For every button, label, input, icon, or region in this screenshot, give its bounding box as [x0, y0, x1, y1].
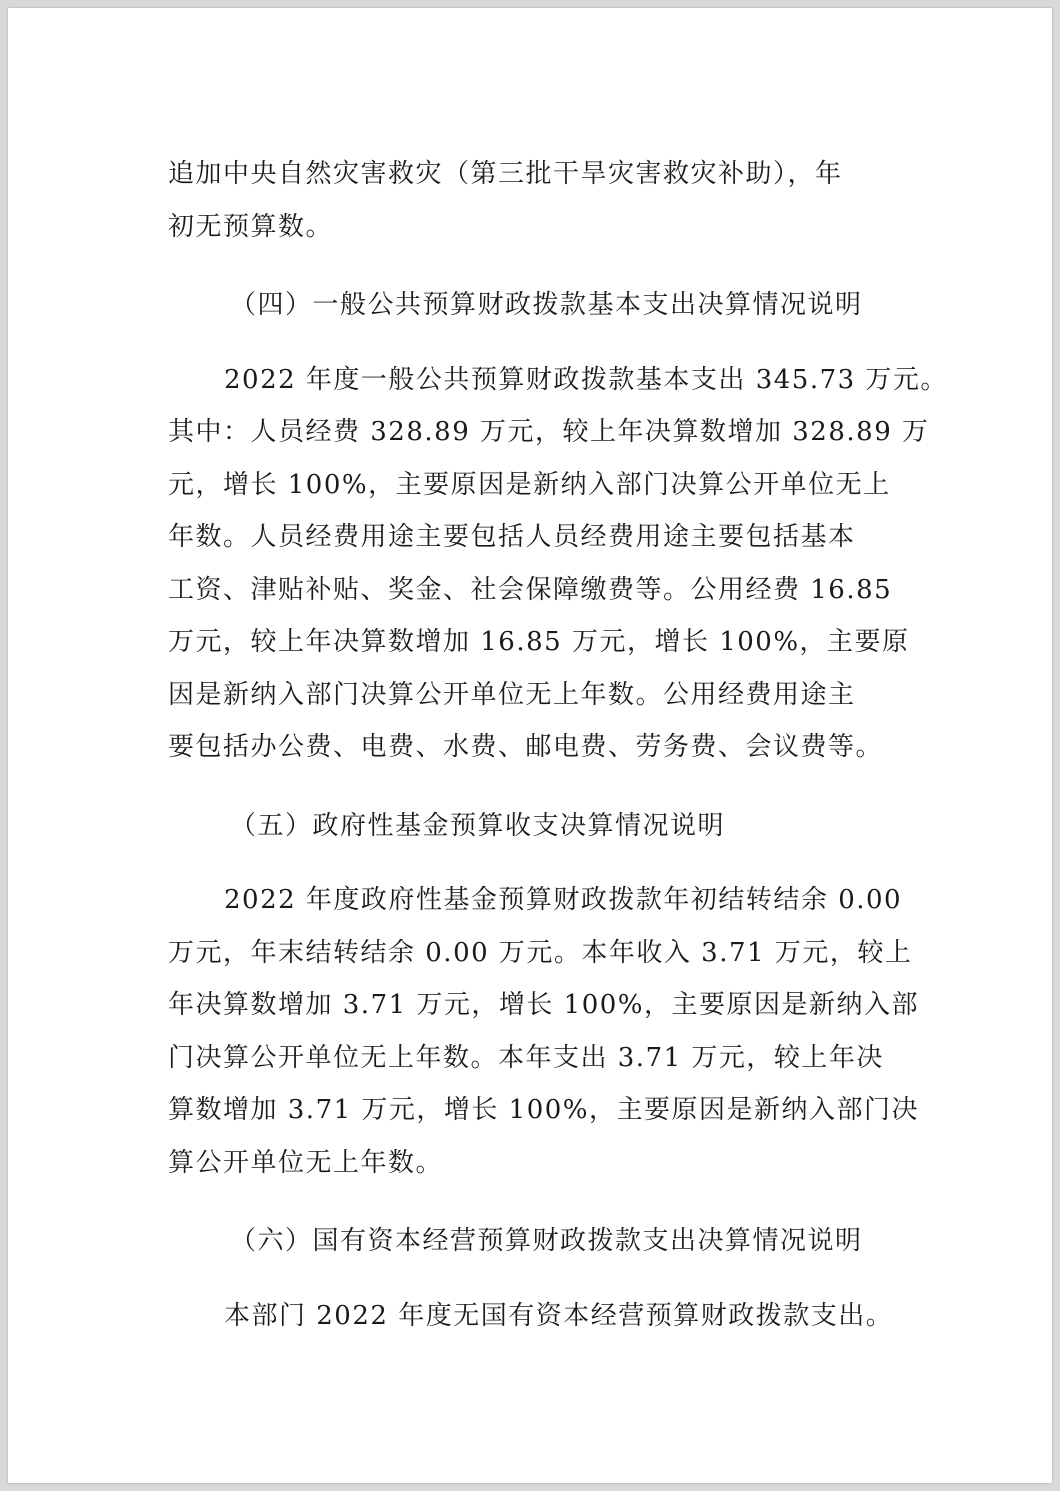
section-heading-5: （五）政府性基金预算收支决算情况说明 — [230, 810, 726, 841]
paragraph-government-fund — [168, 874, 928, 1189]
text-line: 门决算公开单位无上年数。本年支出 3.71 万元，较上年决 — [168, 1042, 884, 1073]
paragraph-state-capital: 本部门 2022 年度无国有资本经营预算财政拨款支出。 — [224, 1300, 894, 1331]
text-line: 万元，年末结转结余 0.00 万元。本年收入 3.71 万元，较上 — [168, 937, 913, 968]
paragraph-continued — [168, 148, 928, 253]
text-line: 年数。人员经费用途主要包括人员经费用途主要包括基本 — [168, 522, 856, 552]
section-heading-4: （四）一般公共预算财政拨款基本支出决算情况说明 — [230, 290, 863, 320]
text-line: 万元，较上年决算数增加 16.85 万元，增长 100%，主要原 — [168, 627, 910, 657]
text-line: 追加中央自然灾害救灾（第三批干旱灾害救灾补助），年 — [168, 159, 843, 189]
text-line: 2022 年度一般公共预算财政拨款基本支出 345.73 万元。 — [224, 364, 948, 395]
text-line: 年决算数增加 3.71 万元，增长 100%，主要原因是新纳入部 — [168, 990, 920, 1020]
text-line: 算数增加 3.71 万元，增长 100%，主要原因是新纳入部门决 — [168, 1095, 920, 1125]
text-line: 工资、津贴补贴、奖金、社会保障缴费等。公用经费 16.85 — [168, 574, 893, 605]
document-page — [8, 8, 1052, 1483]
text-line: 要包括办公费、电费、水费、邮电费、劳务费、会议费等。 — [168, 732, 884, 762]
text-line: 元，增长 100%，主要原因是新纳入部门决算公开单位无上 — [168, 469, 891, 500]
section-heading-6: （六）国有资本经营预算财政拨款支出决算情况说明 — [230, 1226, 863, 1256]
document-body — [168, 148, 948, 1342]
text-line: 2022 年度政府性基金预算财政拨款年初结转结余 0.00 — [224, 885, 903, 915]
paragraph-basic-expenditure — [168, 354, 948, 774]
text-line: 初无预算数。 — [168, 211, 334, 242]
text-line: 因是新纳入部门决算公开单位无上年数。公用经费用途主 — [168, 679, 856, 710]
text-line: 算公开单位无上年数。 — [168, 1147, 444, 1178]
text-line: 其中：人员经费 328.89 万元，较上年决算数增加 328.89 万 — [168, 417, 930, 447]
